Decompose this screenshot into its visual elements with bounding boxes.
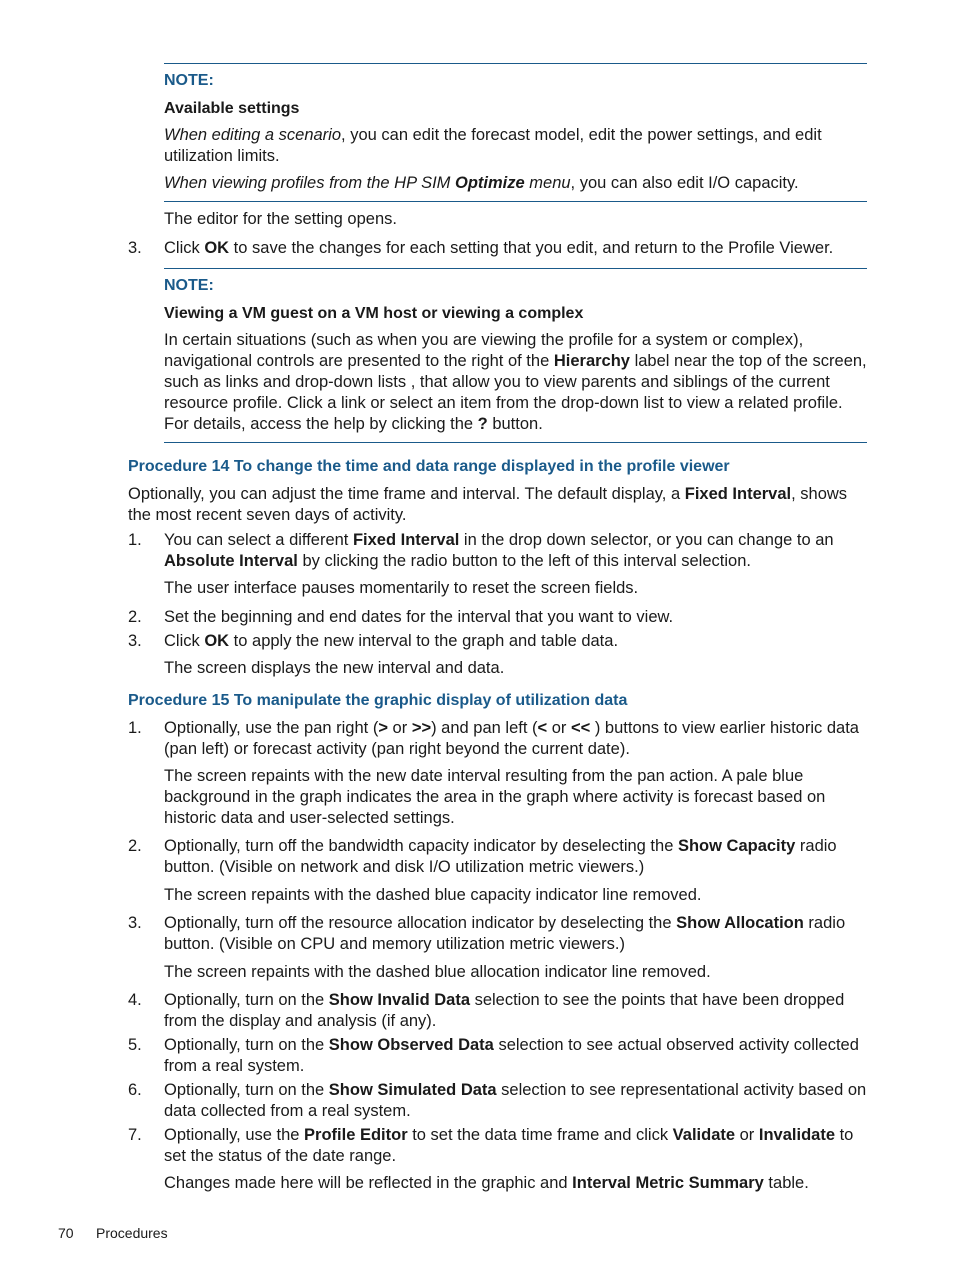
step-number: 2. bbox=[128, 608, 142, 626]
step-text: Optionally, use the Profile Editor to set the data time frame and click Validate or Invalidate to set the status of the date range. bbox=[164, 1126, 854, 1165]
text: , you can also edit I/O capacity. bbox=[570, 174, 799, 192]
step-number: 6. bbox=[128, 1081, 142, 1099]
step-number: 5. bbox=[128, 1036, 142, 1054]
italic-text: When editing a scenario bbox=[164, 126, 342, 144]
step-number: 7. bbox=[128, 1126, 142, 1144]
step-result: The editor for the setting opens. bbox=[164, 210, 397, 228]
step-result: Changes made here will be reflected in the graphic and Interval Metric Summary table. bbox=[164, 1174, 809, 1192]
note-label: NOTE: bbox=[164, 277, 214, 294]
step-number: 3. bbox=[128, 632, 142, 650]
step-number: 4. bbox=[128, 991, 142, 1009]
note-label: NOTE: bbox=[164, 72, 214, 89]
note-paragraph: In certain situations (such as when you are viewing the profile for a system or complex), navigational controls are presented to the right of the Hierarchy label near the top of the screen, such as links and drop-down lists , that allow you to view parents and siblings of the current resource profile. Click a link or select an item from the drop-down list to view a related profile. For details, access the help by clicking the ? button. bbox=[164, 331, 867, 433]
step-text: Optionally, use the pan right (> or >>) and pan left (< or << ) buttons to view earlier historic data (pan left) or forecast activity (pan right beyond the current date). bbox=[164, 719, 859, 758]
step-result: The screen displays the new interval and data. bbox=[164, 659, 505, 677]
step-text: Optionally, turn on the Show Observed Data selection to see actual observed activity collected from a real system. bbox=[164, 1036, 859, 1075]
procedure-title: Procedure 15 To manipulate the graphic display of utilization data bbox=[128, 692, 628, 709]
step-text: Optionally, turn off the resource allocation indicator by deselecting the Show Allocation radio button. (Visible on CPU and memory utilization metric viewers.) bbox=[164, 914, 846, 953]
page-number: 70 bbox=[58, 1225, 74, 1241]
italic-text: When viewing profiles from the HP SIM bbox=[164, 174, 455, 192]
procedure-title: Procedure 14 To change the time and data range displayed in the profile viewer bbox=[128, 458, 730, 475]
step-number: 2. bbox=[128, 837, 142, 855]
italic-text: menu bbox=[524, 174, 571, 192]
note-top-rule bbox=[164, 63, 867, 64]
step-number: 3. bbox=[128, 914, 142, 932]
footer-section: Procedures bbox=[96, 1225, 168, 1241]
step-result: The screen repaints with the new date interval resulting from the pan action. A pale blue background in the graph indicates the area in the graph where activity is forecast based on historic data and user-selected settings. bbox=[164, 767, 826, 827]
text: , you can edit the forecast model, edit the power settings, and edit utilization limits. bbox=[164, 126, 822, 165]
bold-italic-text: Optimize bbox=[455, 174, 525, 192]
step-text: Set the beginning and end dates for the interval that you want to view. bbox=[164, 608, 674, 626]
step-text: Optionally, turn off the bandwidth capacity indicator by deselecting the Show Capacity radio button. (Visible on network and disk I/O utilization metric viewers.) bbox=[164, 837, 837, 876]
step-result: The screen repaints with the dashed blue capacity indicator line removed. bbox=[164, 886, 702, 904]
note-bottom-rule bbox=[164, 442, 867, 443]
note-title: Available settings bbox=[164, 100, 300, 117]
step-number: 3. bbox=[128, 239, 142, 257]
note-top-rule bbox=[164, 268, 867, 269]
note-title: Viewing a VM guest on a VM host or viewing a complex bbox=[164, 305, 584, 322]
note-bottom-rule bbox=[164, 201, 867, 202]
note-paragraph bbox=[164, 125, 869, 167]
step-text: You can select a different Fixed Interval in the drop down selector, or you can change to an Absolute Interval by clicking the radio button to the left of this interval selection. bbox=[164, 531, 834, 570]
procedure-intro: Optionally, you can adjust the time frame and interval. The default display, a Fixed Interval, shows the most recent seven days of activity. bbox=[128, 485, 848, 524]
step-number: 1. bbox=[128, 719, 142, 737]
step-text: Click OK to save the changes for each setting that you edit, and return to the Profile Viewer. bbox=[164, 239, 834, 257]
step-result: The user interface pauses momentarily to reset the screen fields. bbox=[164, 579, 639, 597]
step-text: Optionally, turn on the Show Simulated Data selection to see representational activity based on data collected from a real system. bbox=[164, 1081, 867, 1120]
step-text: Click OK to apply the new interval to the graph and table data. bbox=[164, 632, 619, 650]
step-text: Optionally, turn on the Show Invalid Data selection to see the points that have been dropped from the display and analysis (if any). bbox=[164, 991, 845, 1030]
step-result: The screen repaints with the dashed blue allocation indicator line removed. bbox=[164, 963, 711, 981]
step-number: 1. bbox=[128, 531, 142, 549]
note-paragraph bbox=[164, 173, 869, 194]
